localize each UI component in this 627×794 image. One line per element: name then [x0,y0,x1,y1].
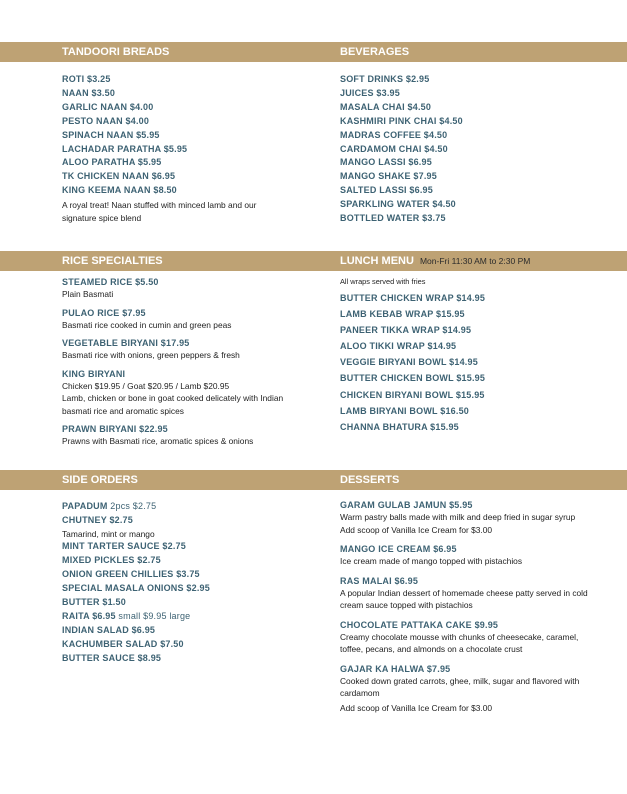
lunch-menu-note: All wraps served with fries [340,277,426,286]
menu-item-king-keema-naan: KING KEEMA NAAN $8.50 [62,185,177,196]
desserts-list [340,500,605,721]
item-description: Ice cream made of mango topped with pistachios [340,556,523,566]
menu-item-raita [62,610,337,624]
list-item [62,369,337,418]
item-description: Plain Basmati [62,289,114,299]
rice-specialties-list [62,277,337,455]
menu-item-special-masala-onions: SPECIAL MASALA ONIONS $2.95 [62,583,210,594]
menu-item-papadum [62,500,337,514]
tandoori-breads-title: TANDOORI BREADS [62,46,170,58]
menu-item-veggie-biryani-bowl: VEGGIE BIRYANI BOWL $14.95 [340,357,478,368]
side-orders-title: SIDE ORDERS [62,474,138,486]
menu-item-kashmiri-pink-chai: KASHMIRI PINK CHAI $4.50 [340,115,463,126]
menu-item-madras-coffee: MADRAS COFFEE $4.50 [340,129,448,140]
lunch-menu-list [340,276,615,435]
item-description: Cooked down grated carrots, ghee, milk, sugar and flavored with cardamom [340,675,580,698]
menu-item-chicken-biryani-bowl: CHICKEN BIRYANI BOWL $15.95 [340,389,485,400]
menu-item-indian-salad: INDIAN SALAD $6.95 [62,624,156,635]
rice-specialties-title: RICE SPECIALTIES [62,255,163,267]
menu-item-butter-chicken-wrap: BUTTER CHICKEN WRAP $14.95 [340,293,486,303]
item-description: Creamy chocolate mousse with chunks of cheesecake, caramel, toffee, pecans, and almonds on a chocolate crust [340,631,579,654]
item-addon: Add scoop of Vanilla Ice Cream for $3.00 [340,524,493,535]
item-name: PAPADUM [62,501,108,511]
menu-item-mango-ice-cream: MANGO ICE CREAM $6.95 [340,544,457,554]
item-description: Prawns with Basmati rice, aromatic spices & onions [62,436,254,446]
menu-item-mango-lassi: MANGO LASSI $6.95 [340,157,432,168]
section-header-band [0,251,627,271]
item-addon: Add scoop of Vanilla Ice Cream for $3.00 [340,702,493,713]
menu-item-pulao-rice: PULAO RICE $7.95 [62,307,146,318]
tandoori-breads-list [62,73,337,224]
item-description: Basmati rice with onions, green peppers & fresh [62,350,240,360]
menu-item-aloo-paratha: ALOO PARATHA $5.95 [62,157,162,168]
king-keema-naan-description: A royal treat! Naan stuffed with minced lamb and our signature spice blend [62,200,257,223]
item-description: Tamarind, mint or mango [62,528,155,539]
menu-item-salted-lassi: SALTED LASSI $6.95 [340,185,433,196]
section-header-band [0,470,627,490]
menu-item-soft-drinks: SOFT DRINKS $2.95 [340,74,430,84]
menu-item-vegetable-biryani: VEGETABLE BIRYANI $17.95 [62,338,190,348]
menu-item-butter: BUTTER $1.50 [62,596,126,607]
menu-item-mixed-pickles: MIXED PICKLES $2.75 [62,555,161,566]
menu-item-butter-sauce: BUTTER SAUCE $8.95 [62,652,162,663]
beverages-list [340,73,615,226]
menu-item-mint-tarter-sauce: MINT TARTER SAUCE $2.75 [62,541,186,552]
item-name: RAITA $6.95 [62,610,116,621]
desserts-title: DESSERTS [340,474,400,486]
beverages-title: BEVERAGES [340,46,410,58]
list-item [340,544,605,568]
menu-item-cardamom-chai: CARDAMOM CHAI $4.50 [340,143,448,154]
item-description: Lamb, chicken or bone in goat cooked delicately with Indian basmati rice and aromatic spices [62,393,284,416]
lunch-menu-hours: Mon-Fri 11:30 AM to 2:30 PM [419,256,531,266]
menu-item-lamb-kebab-wrap: LAMB KEBAB WRAP $15.95 [340,309,465,320]
menu-item-lachadar-paratha: LACHADAR PARATHA $5.95 [62,143,188,154]
menu-item-king-biryani: KING BIRYANI [62,368,126,379]
menu-item-mango-shake: MANGO SHAKE $7.95 [340,171,437,182]
menu-item-pesto-naan: PESTO NAAN $4.00 [62,115,150,126]
menu-item-channa-bhatura: CHANNA BHATURA $15.95 [340,421,459,432]
menu-item-sparkling-water: SPARKLING WATER $4.50 [340,199,456,210]
item-description: A popular Indian dessert of homemade cheese patty served in cold cream sauce topped with pistachios [340,587,588,610]
menu-item-garam-gulab-jamun: GARAM GULAB JAMUN $5.95 [340,500,473,510]
menu-item-paneer-tikka-wrap: PANEER TIKKA WRAP $14.95 [340,325,472,336]
menu-item-spinach-naan: SPINACH NAAN $5.95 [62,129,160,140]
menu-item-juices: JUICES $3.95 [340,87,400,98]
menu-item-roti: ROTI $3.25 [62,74,111,84]
list-item [62,277,337,301]
menu-item-bottled-water: BOTTLED WATER $3.75 [340,213,446,224]
menu-item-lamb-biryani-bowl: LAMB BIRYANI BOWL $16.50 [340,405,469,416]
menu-item-butter-chicken-bowl: BUTTER CHICKEN BOWL $15.95 [340,373,486,384]
list-item [340,500,605,536]
item-suffix: small $9.95 large [115,610,191,621]
list-item [62,424,337,448]
menu-item-masala-chai: MASALA CHAI $4.50 [340,101,432,112]
section-header-band [0,42,627,62]
item-description: Warm pastry balls made with milk and deep fried in sugar syrup [340,512,576,522]
menu-item-kachumber-salad: KACHUMBER SALAD $7.50 [62,638,184,649]
menu-item-steamed-rice: STEAMED RICE $5.50 [62,277,159,287]
list-item [62,338,337,362]
menu-item-aloo-tikki-wrap: ALOO TIKKI WRAP $14.95 [340,341,457,352]
item-prices: Chicken $19.95 / Goat $20.95 / Lamb $20.95 [62,380,230,391]
menu-item-tk-chicken-naan: TK CHICKEN NAAN $6.95 [62,171,176,182]
side-orders-list [62,500,337,665]
menu-item-ras-malai: RAS MALAI $6.95 [340,575,419,586]
menu-item-garlic-naan: GARLIC NAAN $4.00 [62,101,154,112]
item-description: Basmati rice cooked in cumin and green peas [62,319,232,330]
menu-item-onion-green-chillies: ONION GREEN CHILLIES $3.75 [62,569,200,580]
item-suffix: 2pcs $2.75 [107,501,157,511]
menu-item-naan: NAAN $3.50 [62,87,116,98]
list-item [62,308,337,332]
menu-item-chocolate-pattaka-cake: CHOCOLATE PATTAKA CAKE $9.95 [340,619,499,630]
menu-item-prawn-biryani: PRAWN BIRYANI $22.95 [62,424,168,434]
menu-item-gajar-ka-halwa: GAJAR KA HALWA $7.95 [340,663,451,674]
lunch-menu-title [340,251,530,271]
list-item [340,664,605,715]
list-item [340,620,605,656]
lunch-menu-label: LUNCH MENU [340,255,414,267]
list-item [340,576,605,612]
menu-item-chutney: CHUTNEY $2.75 [62,514,133,525]
